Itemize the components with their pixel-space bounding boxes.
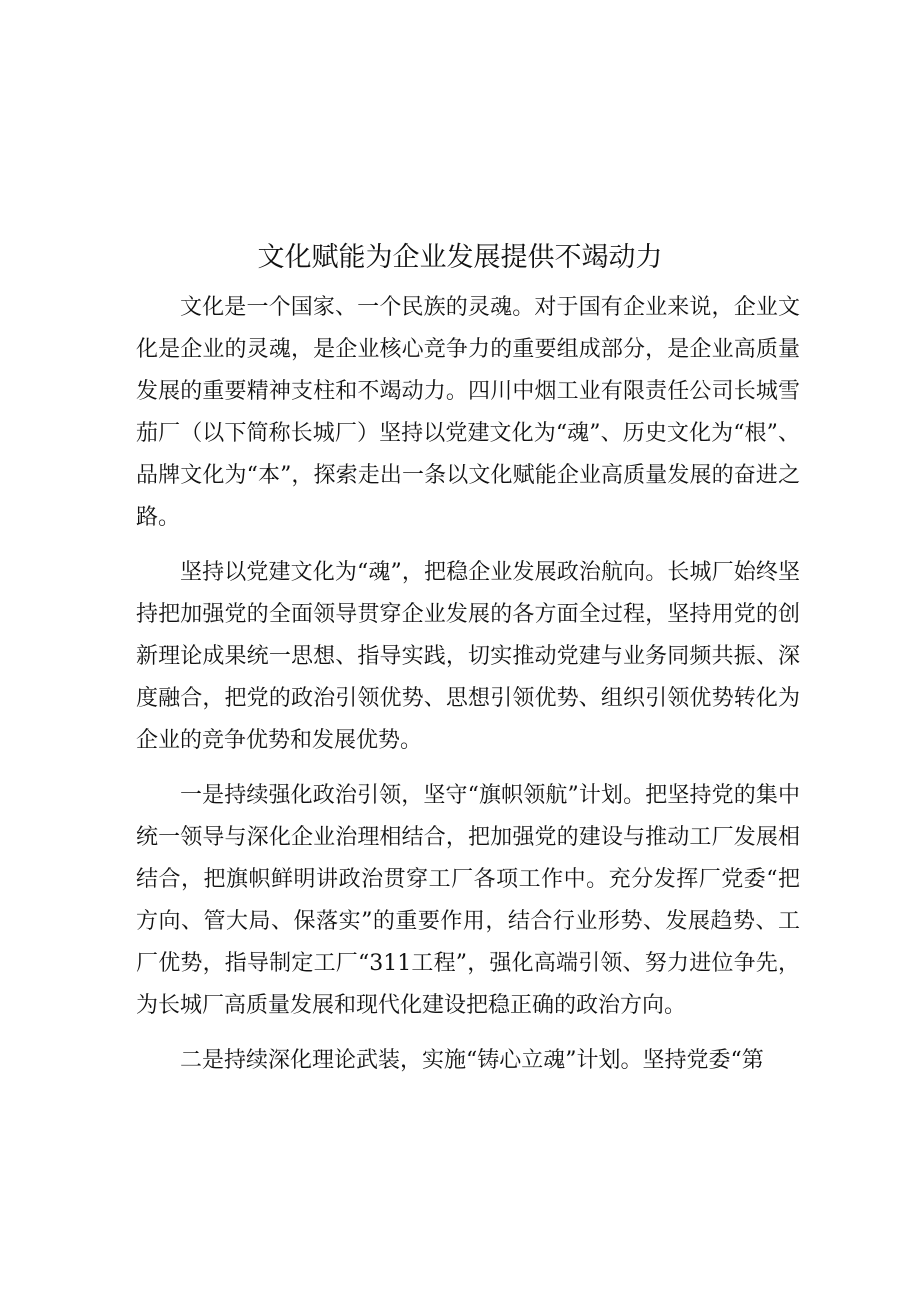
paragraph-political-leadership: 一是持续强化政治引领，坚守“旗帜领航”计划。把坚持党的集中统一领导与深化企业治理相结合，把加强党的建设与推动工厂发展相结合，把旗帜鲜明讲政治贯穿工厂各项工作中。充分发挥厂党委“把方向、管大局、保落实”的重要作用，结合行业形势、发展趋势、工厂优势，指导制定工厂“311工程”，强化高端引领、努力进位争先，为长城厂高质量发展和现代化建设把稳正确的政治方向。 <box>136 783 800 1018</box>
document-body <box>136 287 800 1095</box>
paragraph-party-culture: 坚持以党建文化为“魂”，把稳企业发展政治航向。长城厂始终坚持把加强党的全面领导贯穿企业发展的各方面全过程，坚持用党的创新理论成果统一思想、指导实践，切实推动党建与业务同频共振、深度融合，把党的政治引领优势、思想引领优势、组织引领优势转化为企业的竞争优势和发展优势。 <box>136 560 800 753</box>
paragraph-theory-armament: 二是持续深化理论武装，实施“铸心立魂”计划。坚持党委“第 <box>180 1048 764 1073</box>
paragraph-intro: 文化是一个国家、一个民族的灵魂。对于国有企业来说，企业文化是企业的灵魂，是企业核心竞争力的重要组成部分，是企业高质量发展的重要精神支柱和不竭动力。四川中烟工业有限责任公司长城雪茄厂（以下简称长城厂）坚持以党建文化为“魂”、历史文化为“根”、品牌文化为“本”，探索走出一条以文化赋能企业高质量发展的奋进之路。 <box>136 295 800 530</box>
document-title: 文化赋能为企业发展提供不竭动力 <box>257 242 663 273</box>
